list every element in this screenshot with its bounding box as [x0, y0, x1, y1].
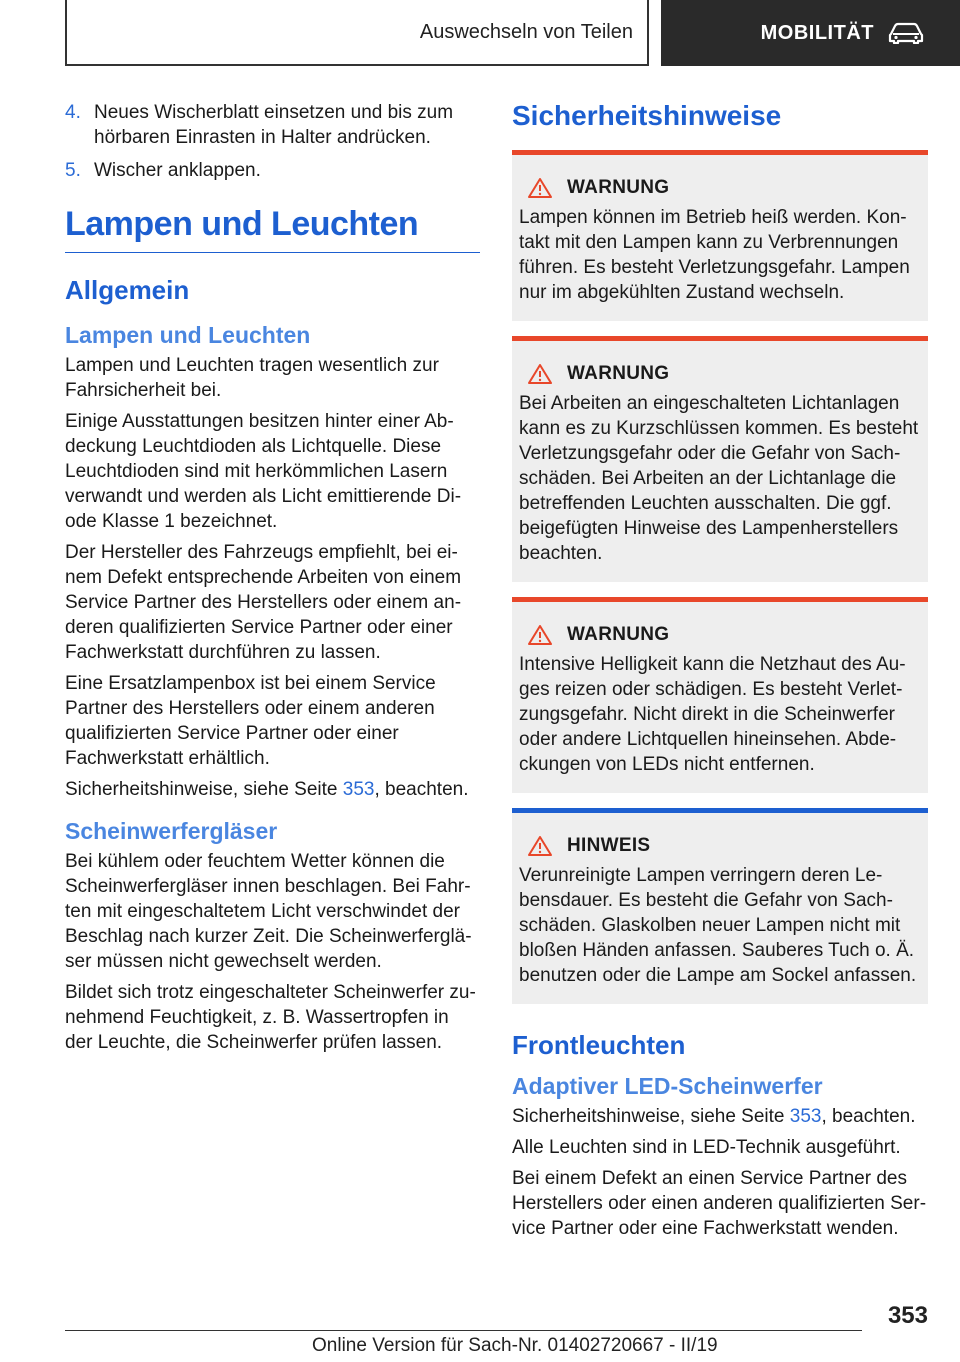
box-text: Verunreinigte Lampen verringern deren Lebensdauer. Es besteht die Gefahr von Sachschäden. Glaskolben neuer Lampen nicht mit bloßen Händen anfassen. Sauberes Tuch o. Ä. benutzen oder die Lampe am Sockel anfassen.: [519, 865, 917, 986]
warning-box: [512, 336, 928, 582]
box-label: WARNUNG: [567, 624, 670, 645]
header-chapter-label: MOBILITÄT: [760, 21, 874, 44]
text: , beachten.: [374, 779, 469, 800]
paragraph: [512, 1104, 928, 1129]
paragraph: Einige Ausstattungen besitzen hinter einer Abdeckung Leuchtdioden als Lichtquelle. Diese Leuchtdioden sind mit herkömmlichen Lasern verwandt und werden als Licht emittierende Diode Klasse 1 bezeichnet.: [65, 411, 462, 532]
text: Sicherheitshinweise, siehe Seite: [65, 779, 343, 800]
warning-triangle-icon: [527, 177, 553, 199]
paragraph: Alle Leuchten sind in LED-Technik ausgeführt.: [512, 1137, 901, 1158]
box-label: WARNUNG: [567, 363, 670, 384]
box-text: Lampen können im Betrieb heiß werden. Kontakt mit den Lampen kann zu Verbrennungen führen. Es besteht Verletzungsgefahr. Lampen nur im abgekühlten Zustand wechseln.: [519, 207, 910, 303]
header-chapter-tab[interactable]: [661, 0, 960, 66]
page-header: [0, 0, 960, 66]
paragraph: Eine Ersatzlampenbox ist bei einem Service Partner des Herstellers oder einem anderen qualifizierten Service Partner oder einer Fachwerkstatt erhältlich.: [65, 673, 436, 769]
step-number: 4.: [65, 102, 81, 123]
header-section-tab[interactable]: [65, 0, 649, 66]
paragraph: [65, 777, 480, 802]
step-text: Wischer anklappen.: [94, 160, 261, 181]
warning-triangle-icon: [527, 835, 553, 857]
box-label: HINWEIS: [567, 835, 651, 856]
warning-box: [512, 150, 928, 321]
subsection-heading: Lampen und Leuchten: [65, 322, 311, 348]
paragraph: Bei kühlem oder feuchtem Wetter können die Scheinwerfergläser innen beschlagen. Bei Fahrten mit eingeschaltetem Licht verschwindet der Beschlag nach kurzer Zeit. Die Scheinwerfergläser müssen nicht gewechselt werden.: [65, 851, 472, 972]
warning-triangle-icon: [527, 624, 553, 646]
section-heading: Frontleuchten: [512, 1030, 686, 1060]
box-text: Intensive Helligkeit kann die Netzhaut des Auges reizen oder schädigen. Es besteht Verletzungsgefahr. Nicht direkt in die Scheinwerfer oder andere Lichtquellen hineinsehen. Abdeckungen von LEDs nicht entfernen.: [519, 654, 906, 775]
page-link[interactable]: 353: [342, 779, 375, 800]
subsection-heading: Adaptiver LED-Scheinwerfer: [512, 1073, 823, 1099]
page-number: 353: [887, 1302, 928, 1329]
warning-triangle-icon: [527, 363, 553, 385]
section-heading: Allgemein: [65, 275, 190, 305]
section-title: Sicherheitshinweise: [512, 100, 782, 131]
list-item: [65, 158, 480, 183]
box-header: [527, 835, 920, 857]
right-column: [512, 100, 928, 1247]
step-number: 5.: [65, 160, 81, 181]
box-header: [527, 177, 920, 199]
text: Sicherheitshinweise, siehe Seite: [512, 1106, 790, 1127]
paragraph: Bildet sich trotz eingeschalteter Scheinwerfer zunehmend Feuchtigkeit, z. B. Wassertropfen in der Leuchte, die Scheinwerfer prüfen lassen.: [65, 982, 476, 1053]
text: , beachten.: [821, 1106, 916, 1127]
paragraph: Lampen und Leuchten tragen wesentlich zur Fahrsicherheit bei.: [65, 355, 439, 401]
footer-divider: [65, 1330, 862, 1331]
header-section-label: Auswechseln von Teilen: [419, 20, 633, 43]
chapter-title: Lampen und Leuchten: [65, 205, 480, 253]
box-text: Bei Arbeiten an eingeschalteten Lichtanlagen kann es zu Kurzschlüssen kommen. Es besteht Verletzungsgefahr oder die Gefahr von Sachschäden. Bei Arbeiten an der Lichtanlage die betreffenden Leuchten ausschalten. Die ggf. beigefügten Hinweise des Lampenherstellers beachten.: [519, 393, 919, 564]
paragraph: Der Hersteller des Fahrzeugs empfiehlt, bei einem Defekt entsprechende Arbeiten von einem Service Partner des Herstellers oder einem anderen qualifizierten Service Partner oder einer Fachwerkstatt durchführen zu lassen.: [65, 542, 462, 663]
subsection-heading: Scheinwerfergläser: [65, 818, 278, 844]
footer-text: Online Version für Sach-Nr. 01402720667 - II/19: [312, 1335, 718, 1356]
box-header: [527, 363, 920, 385]
warning-box: [512, 597, 928, 793]
page-link[interactable]: 353: [789, 1106, 822, 1127]
car-icon: [888, 22, 924, 44]
list-item: [65, 100, 480, 150]
box-header: [527, 624, 920, 646]
notice-box: [512, 808, 928, 1004]
left-column: [65, 100, 480, 1061]
paragraph: Bei einem Defekt an einen Service Partner des Herstellers oder einen anderen qualifizierten Service Partner oder eine Fachwerkstatt wenden.: [512, 1168, 927, 1239]
step-text: Neues Wischerblatt einsetzen und bis zum hörbaren Einrasten in Halter andrücken.: [94, 102, 454, 148]
box-label: WARNUNG: [567, 177, 670, 198]
